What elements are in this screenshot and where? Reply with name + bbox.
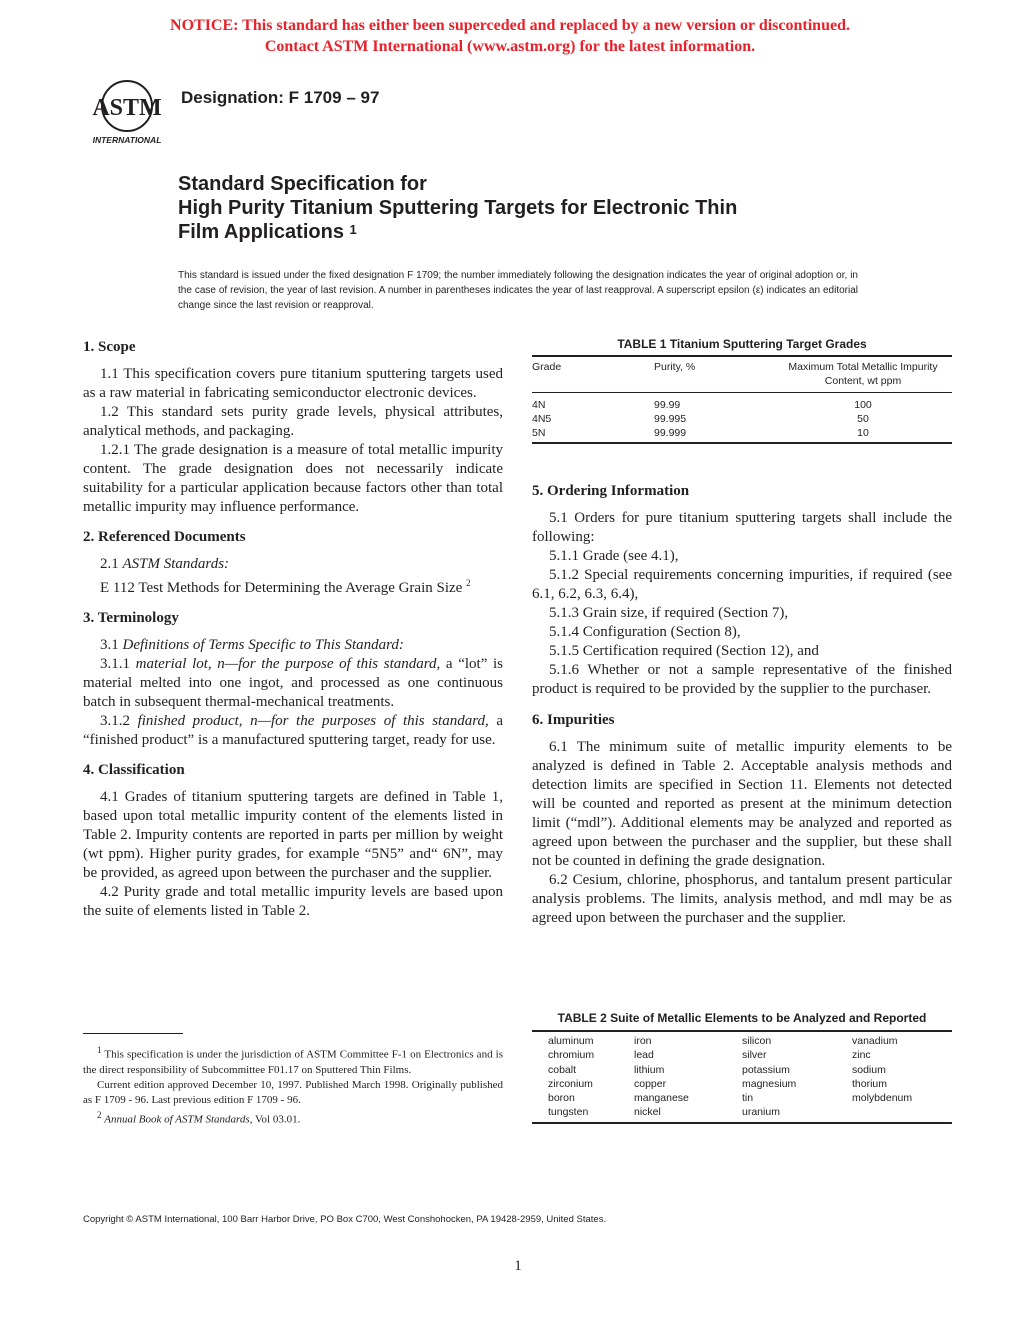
- table-2-caption: TABLE 2 Suite of Metallic Elements to be Analyzed and Reported: [557, 1011, 927, 1025]
- title-line-2: High Purity Titanium Sputtering Targets for Electronic Thin: [178, 197, 738, 219]
- table-row: 4N 99.99 100: [532, 399, 872, 411]
- astm-logo: [87, 74, 171, 146]
- table-row: aluminum iron silicon vanadium: [548, 1035, 898, 1047]
- table-1-header: Maximum Total Metallic Impurity Content, wt ppm: [788, 361, 938, 387]
- section-1-heading: 1. Scope: [83, 339, 136, 355]
- footnote-1b: Current edition approved December 10, 1997. Published March 1998. Originally published as F 1709 - 96. Last previous edition F 1709 - 96.: [83, 1078, 503, 1106]
- notice-line-1: NOTICE: This standard has either been superceded and replaced by a new version or discontinued.: [170, 17, 850, 34]
- para-3-1-1: 3.1.1 material lot, n—for the purpose of this standard, a “lot” is material melted into one ingot, and processed as one continuous batch in subsequent thermal-mechanical treatments.: [83, 656, 503, 710]
- para-3-1: 3.1 Definitions of Terms Specific to This Standard:: [100, 637, 404, 653]
- para-1-1: 1.1 This specification covers pure titanium sputtering targets used as a raw material in fabricating semiconductor electronic devices.: [83, 366, 503, 401]
- document-title: [178, 172, 737, 244]
- copyright: Copyright © ASTM International, 100 Barr Harbor Drive, PO Box C700, West Conshohocken, PA 19428-2959, United States.: [83, 1214, 607, 1225]
- para-4-1: 4.1 Grades of titanium sputtering targets are defined in Table 1, based upon total metallic impurity content of the elements listed in Table 2. Impurity contents are reported in parts per million by weight (wt ppm). Higher purity grades, for example “5N5” and“ 6N”, may be provided, as agreed upon between the purchaser and the supplier.: [83, 789, 503, 881]
- para-2-1: 2.1 ASTM Standards:: [100, 556, 230, 572]
- section-5-heading: 5. Ordering Information: [532, 483, 690, 499]
- issued-note: This standard is issued under the fixed designation F 1709; the number immediately following the designation indicates the year of original adoption or, in the case of revision, the year of last revision. A number in parentheses indicates the year of last reapproval. A superscript epsilon (ε) indicates an editorial change since the last revision or reapproval.: [178, 270, 858, 311]
- right-column: [532, 482, 952, 928]
- section-6-heading: 6. Impurities: [532, 712, 615, 728]
- table-1: [532, 355, 952, 444]
- notice-line-2: Contact ASTM International (www.astm.org) for the latest information.: [264, 38, 756, 55]
- table-row: tungsten nickel uranium: [548, 1106, 780, 1119]
- logo-text: ASTM: [92, 95, 162, 121]
- para-5-1-2: 5.1.2 Special requirements concerning impurities, if required (see 6.1, 6.2, 6.3, 6.4),: [532, 567, 952, 602]
- para-6-2: 6.2 Cesium, chlorine, phosphorus, and tantalum present particular analysis problems. The limits, analysis method, and mdl may be as agreed upon between the purchaser and the supplier.: [532, 872, 952, 926]
- para-3-1-2: 3.1.2 finished product, n—for the purposes of this standard, a “finished product” is a manufactured sputtering target, ready for use.: [83, 713, 503, 748]
- table-row: chromium lead silver zinc: [548, 1049, 871, 1062]
- logo-subtext: INTERNATIONAL: [92, 135, 162, 145]
- para-5-1-3: 5.1.3 Grain size, if required (Section 7),: [549, 605, 789, 621]
- title-line-1: Standard Specification for: [178, 173, 427, 195]
- table-1-caption: TABLE 1 Titanium Sputtering Target Grades: [617, 337, 867, 351]
- section-2-heading: 2. Referenced Documents: [83, 529, 246, 545]
- footnote-divider: [83, 1033, 183, 1034]
- title-footnote-ref: 1: [349, 222, 357, 237]
- para-5-1-5: 5.1.5 Certification required (Section 12), and: [549, 643, 819, 659]
- table-row: 4N5 99.995 50: [532, 413, 869, 425]
- table-1-header-row: [532, 356, 952, 393]
- section-4-heading: 4. Classification: [83, 762, 185, 778]
- footnote-1: $^1$ This specification is under the jurisdiction of ASTM Committee F-1 on Electronics and is the direct responsibility of Subcommittee F01.17 on Sputtered Thin Films.: [83, 1045, 503, 1076]
- table-1-header: Purity, %: [654, 361, 696, 373]
- section-3-heading: 3. Terminology: [83, 610, 179, 626]
- para-1-2-1: 1.2.1 The grade designation is a measure of total metallic impurity content. The grade designation does not necessarily indicate suitability for a particular application because factors other than total metallic impurity may influence performance.: [83, 442, 503, 515]
- para-5-1-1: 5.1.1 Grade (see 4.1),: [549, 548, 679, 564]
- para-6-1: 6.1 The minimum suite of metallic impurity elements to be analyzed is defined in Table 2. Acceptable analysis methods and detection limits are specified in Section 11. Elements not detected will be counted and reported as present at the minimum detection limit (“mdl”). Additional elements may be analyzed and reported as agreed upon between the purchaser and the supplier, but these shall not be counted in defining the grade designation.: [532, 739, 952, 869]
- table-1-header: Grade: [532, 361, 562, 373]
- left-column: [83, 338, 503, 921]
- table-row: 5N 99.999 10: [532, 427, 869, 439]
- reference-e112: E 112 Test Methods for Determining the Average Grain Size $^2$: [100, 578, 471, 596]
- page-number: 1: [514, 1258, 522, 1274]
- designation: Designation: F 1709 – 97: [181, 88, 380, 107]
- para-1-2: 1.2 This standard sets purity grade levels, physical attributes, analytical methods, and packaging.: [83, 404, 503, 439]
- para-4-2: 4.2 Purity grade and total metallic impurity levels are based upon the suite of elements listed in Table 2.: [83, 884, 503, 919]
- para-5-1-6: 5.1.6 Whether or not a sample representative of the finished product is required to be provided by the supplier to the purchaser.: [532, 662, 952, 697]
- table-2: [532, 1030, 952, 1124]
- para-5-1: 5.1 Orders for pure titanium sputtering targets shall include the following:: [532, 510, 952, 545]
- table-row: boron manganese tin molybdenum: [548, 1092, 913, 1105]
- title-line-3: Film Applications: [178, 221, 344, 243]
- footnotes: [83, 1043, 503, 1127]
- table-row: cobalt lithium potassium sodium: [548, 1063, 886, 1076]
- para-5-1-4: 5.1.4 Configuration (Section 8),: [549, 624, 741, 640]
- footnote-2: $^2$ Annual Book of ASTM Standards, Vol 03.01.: [97, 1109, 301, 1126]
- table-row: zirconium copper magnesium thorium: [548, 1077, 888, 1090]
